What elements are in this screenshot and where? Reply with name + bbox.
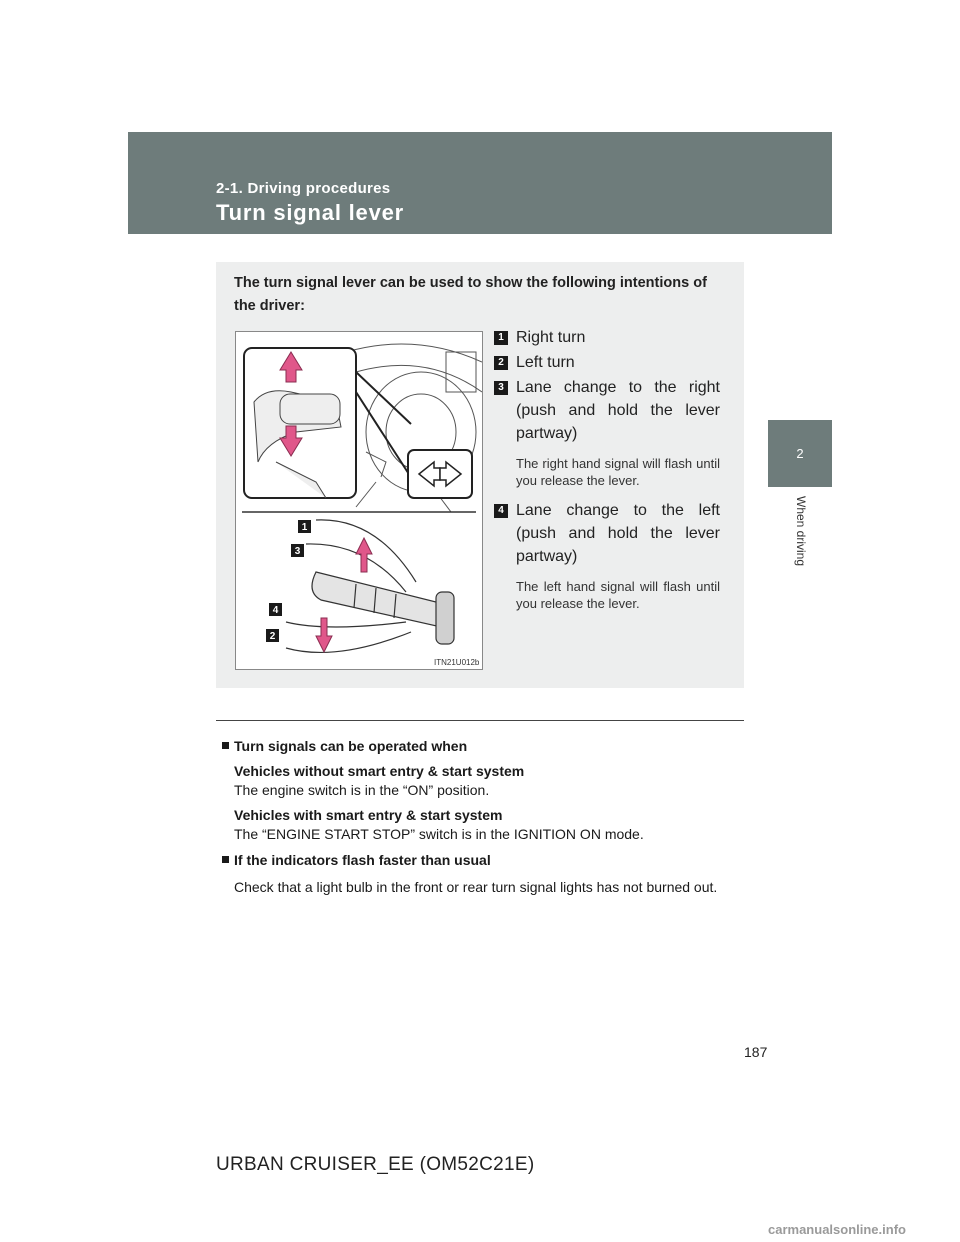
sub-heading: Vehicles with smart entry & start system	[234, 807, 503, 823]
info-panel	[216, 262, 744, 688]
notes-section	[216, 736, 744, 904]
number-badge: 4	[494, 504, 508, 518]
header-band	[128, 132, 832, 234]
footer-model: URBAN CRUISER_EE (OM52C21E)	[216, 1154, 535, 1175]
list-item-lane-right	[494, 376, 720, 445]
item-text: Right turn	[516, 329, 586, 346]
page-title: Turn signal lever	[216, 200, 405, 225]
list-item-right-turn	[494, 326, 720, 349]
figure-code: ITN21U012b	[434, 658, 480, 667]
number-badge: 2	[494, 356, 508, 370]
callout-label: 4	[272, 605, 279, 616]
intentions-list	[494, 326, 720, 622]
list-item-left-turn	[494, 351, 720, 374]
callout-label: 2	[269, 631, 276, 642]
square-bullet-icon	[222, 856, 229, 863]
number-badge: 3	[494, 381, 508, 395]
turn-signal-illustration	[235, 331, 483, 670]
lever-body	[312, 572, 454, 644]
sub-heading: Vehicles without smart entry & start system	[234, 763, 525, 779]
sub-text: The “ENGINE START STOP” switch is in the IGNITION ON mode.	[234, 826, 644, 842]
callout-label: 3	[294, 546, 301, 557]
watermark-site[interactable]: carmanualsonline.info	[768, 1222, 906, 1237]
section-divider	[216, 720, 744, 721]
item-note: The right hand signal will flash until you release the lever.	[516, 456, 720, 488]
note-body: Check that a light bulb in the front or rear turn signal lights has not burned out.	[234, 879, 718, 895]
chapter-label: When driving	[794, 496, 808, 567]
chapter-tab[interactable]: 2	[768, 420, 832, 487]
callout-label: 1	[301, 522, 308, 533]
lever-arrow-up-icon	[356, 538, 372, 572]
lever-arrow-down-icon	[316, 618, 332, 652]
item-note: The left hand signal will flash until you release the lever.	[516, 579, 720, 611]
item-text: Lane change to the left (push and hold the lever partway)	[516, 502, 720, 565]
sub-text: The engine switch is in the “ON” position.	[234, 782, 490, 798]
list-item-lane-left	[494, 499, 720, 568]
note-heading	[216, 850, 744, 870]
item-text: Left turn	[516, 354, 575, 371]
page-number: 187	[744, 1044, 768, 1060]
note-heading-text: Turn signals can be operated when	[234, 738, 468, 754]
illustration-svg	[236, 332, 482, 669]
number-badge: 1	[494, 331, 508, 345]
note-heading	[216, 736, 744, 756]
note-sub	[216, 806, 744, 844]
item-text: Lane change to the right (push and hold the lever partway)	[516, 379, 720, 442]
intro-text: The turn signal lever can be used to show the following intentions of the driver:	[234, 275, 707, 314]
square-bullet-icon	[222, 742, 229, 749]
note-sub	[216, 762, 744, 800]
section-label: 2-1. Driving procedures	[216, 180, 391, 197]
note-heading-text: If the indicators flash faster than usual	[234, 852, 491, 868]
